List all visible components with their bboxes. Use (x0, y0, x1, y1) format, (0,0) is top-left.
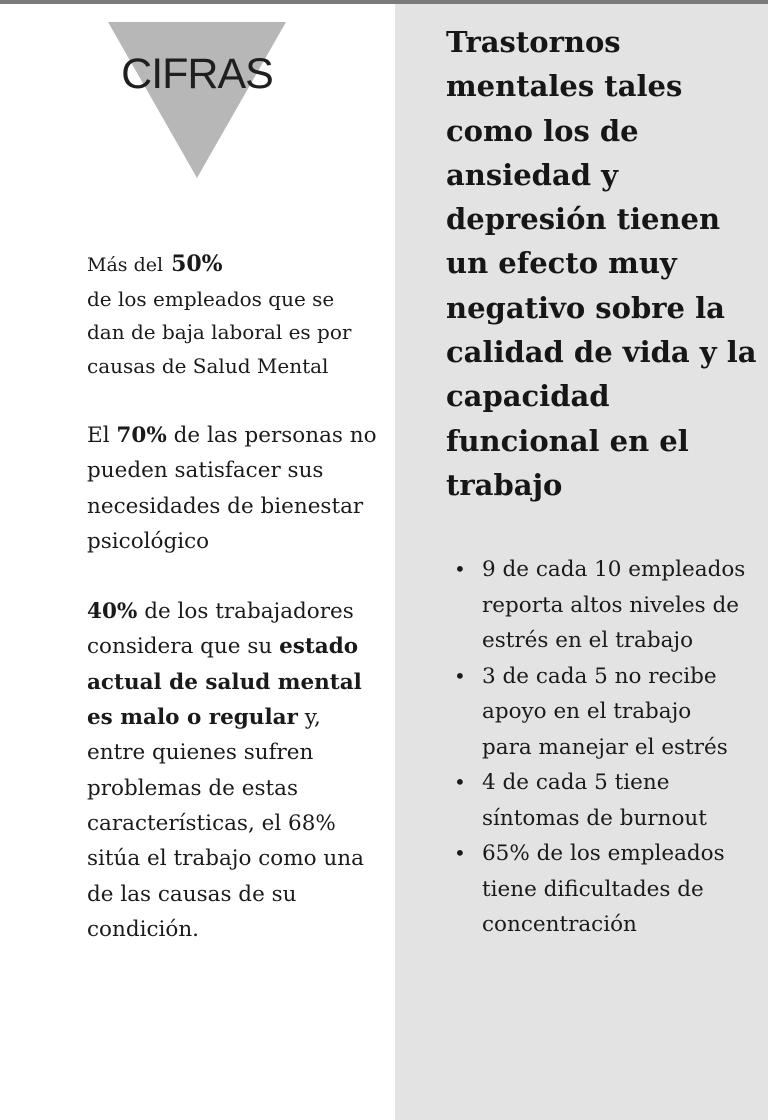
headline: Trastornos mentales tales como los de ansiedad y depresión tienen un efecto muy negativo sobre la calidad de vida y la capacidad funcional en el trabajo (446, 25, 757, 502)
bullet-item: • 4 de cada 5 tiene síntomas de burnout (446, 765, 746, 836)
stat-70-value: 70% (116, 423, 167, 448)
stat-50-text: de los empleados que se dan de baja laboral es por causas de Salud Mental (87, 286, 352, 378)
stat-70-text: de las personas no pueden satisfacer sus necesidades de bienestar psicológico (87, 423, 377, 554)
cifras-title: CIFRAS (121, 50, 273, 98)
stat-40-value: 40% (87, 599, 138, 625)
bullet-list (446, 552, 746, 943)
stat-40-bold-phrase: estado actual de salud mental es malo o regular (87, 634, 362, 731)
stat-50-prefix: Más del (87, 254, 164, 276)
stat-40-text-b: y, entre quienes sufren problemas de estas características, el 68% sitúa el trabajo como una de las causas de su condición. (87, 705, 364, 942)
bullet-item: • 9 de cada 10 empleados reporta altos niveles de estrés en el trabajo (446, 552, 746, 659)
stat-50-block (87, 248, 377, 383)
left-column (87, 248, 377, 982)
stat-40-block (87, 594, 377, 947)
stat-50-first-line (87, 248, 377, 283)
bullet-item: • 3 de cada 5 no recibe apoyo en el trabajo para manejar el estrés (446, 659, 746, 766)
bullet-item: • 65% de los empleados tiene dificultades de concentración (446, 836, 746, 943)
triangle-shape (108, 22, 286, 178)
stat-70-prefix: El (87, 423, 110, 448)
stat-50-value: 50% (171, 251, 223, 277)
stat-40-text-a: de los trabajadores considera que su (87, 599, 354, 660)
stat-70-block (87, 418, 377, 559)
